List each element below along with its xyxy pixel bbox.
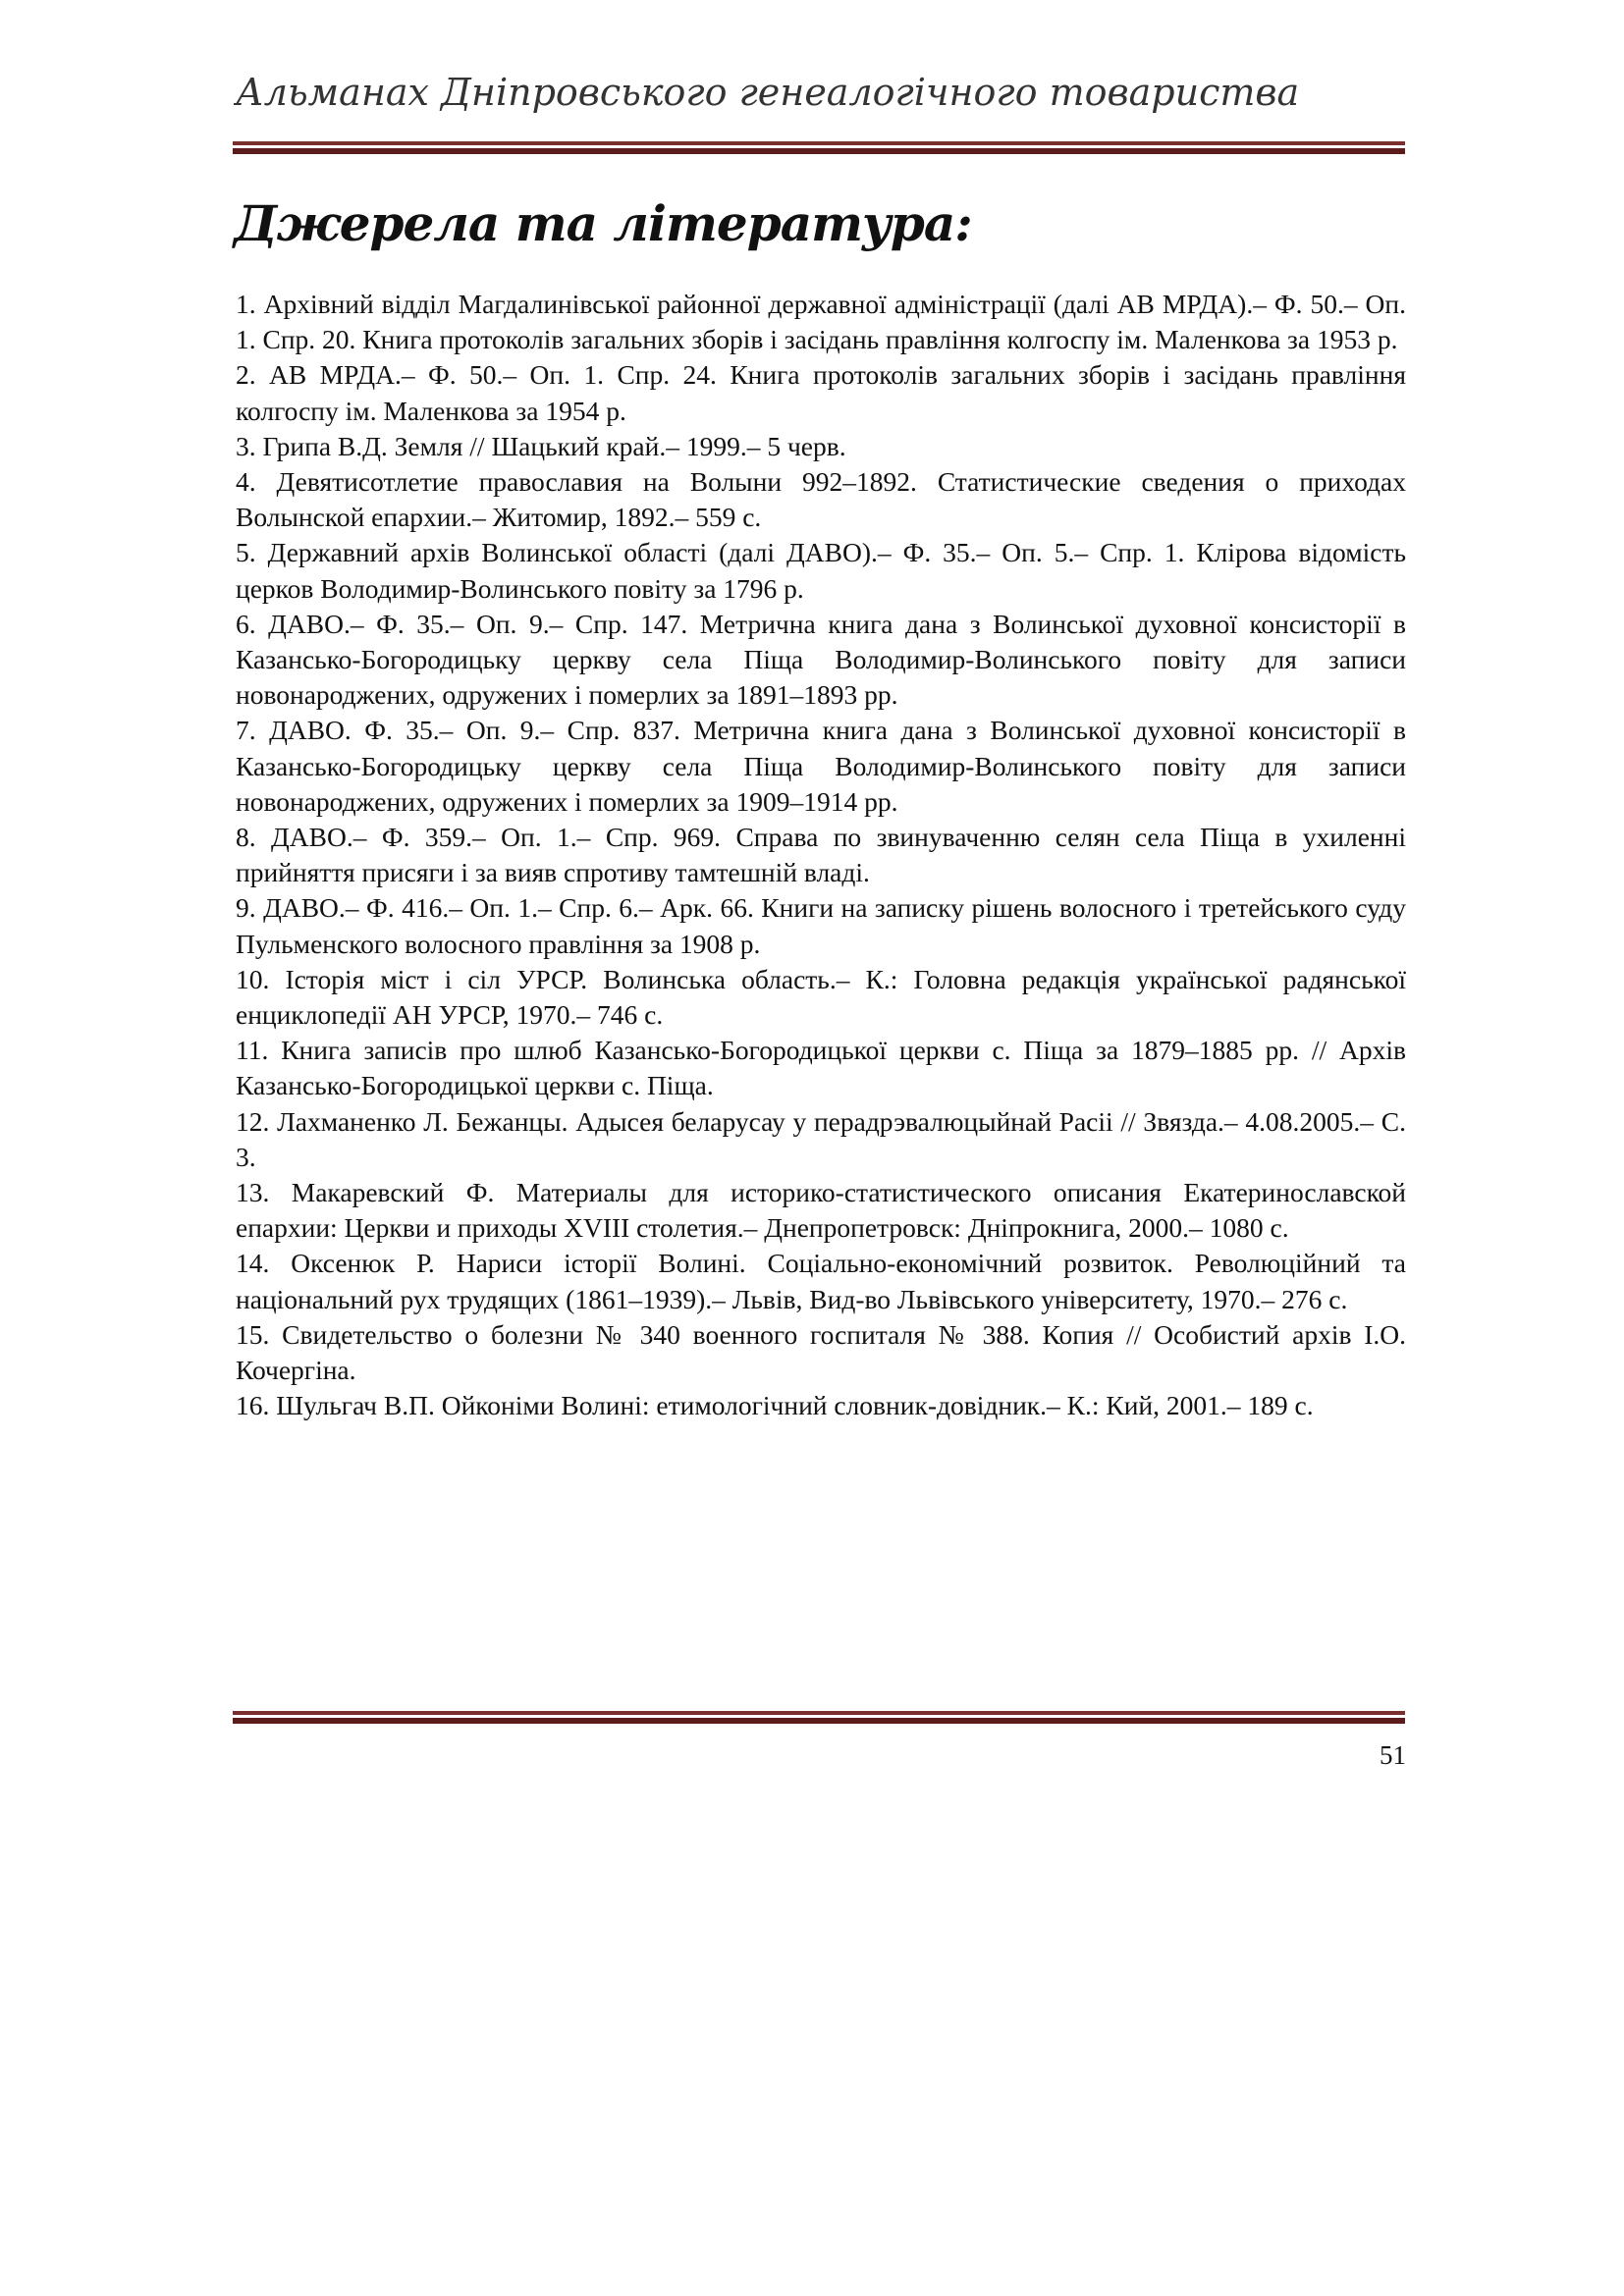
footer-divider	[233, 1711, 1405, 1724]
running-header-title: Альманах Дніпровського генеалогічного товариства	[236, 71, 1300, 114]
reference-item: 14. Оксенюк Р. Нариси історії Волині. Соціально-економічний розвиток. Революційний та національний рух трудящих (1861–1939).– Львів, Вид-во Львівського університету, 1970.– 276 с.	[236, 1248, 1406, 1314]
section-title: Джерела та література:	[234, 194, 972, 252]
reference-item: 4. Девятисотлетие православия на Волыни 992–1892. Статистические сведения о приходах Волынской епархии.– Житомир, 1892.– 559 с.	[236, 466, 1406, 533]
reference-item: 11. Книга записів про шлюб Казансько-Богородицької церкви с. Піща за 1879–1885 рр. // Архів Казансько-Богородицької церкви с. Піща.	[236, 1035, 1406, 1101]
reference-item: 13. Макаревский Ф. Материалы для историко-статистического описания Екатеринославской епархии: Церкви и приходы XVIII столетия.– Днепропетровск: Дніпрокнига, 2000.– 1080 с.	[236, 1177, 1406, 1244]
reference-item: 10. Історія міст і сіл УРСР. Волинська область.– К.: Головна редакція української радянської енциклопедії АН УРСР, 1970.– 746 с.	[236, 963, 1406, 1031]
reference-item: 8. ДАВО.– Ф. 359.– Оп. 1.– Спр. 969. Справа по звинуваченню селян села Піща в ухиленні прийняття присяги і за вияв спротиву тамтешній владі.	[236, 822, 1406, 888]
reference-item: 6. ДАВО.– Ф. 35.– Оп. 9.– Спр. 147. Метрична книга дана з Волинської духовної консисторії в Казансько-Богородицьку церкву села Піща Володимир-Волинського повіту для записи новонароджених, одружених і померлих за 1891–1893 рр.	[236, 608, 1406, 711]
page-number: 51	[1380, 1740, 1406, 1770]
reference-item: 9. ДАВО.– Ф. 416.– Оп. 1.– Спр. 6.– Арк. 66. Книги на записку рішень волосного і третейського суду Пульменского волосного правління за 1908 р.	[236, 892, 1406, 959]
reference-item: 16. Шульгач В.П. Ойконіми Волині: етимологічний словник-довідник.– К.: Кий, 2001.– 189 с.	[236, 1390, 1314, 1421]
header-divider	[233, 141, 1405, 154]
reference-list	[236, 287, 1406, 1424]
reference-item: 2. АВ МРДА.– Ф. 50.– Оп. 1. Спр. 24. Книга протоколів загальних зборів і засідань правління колгоспу ім. Маленкова за 1954 р.	[236, 359, 1406, 426]
reference-item: 15. Свидетельство о болезни № 340 военного госпиталя № 388. Копия // Особистий архів І.О. Кочергіна.	[236, 1318, 1406, 1386]
reference-item: 1. Архівний відділ Магдалинівської районної державної адміністрації (далі АВ МРДА).– Ф. 50.– Оп. 1. Спр. 20. Книга протоколів загальних зборів і засідань правління колгоспу ім. Маленкова за 1953 р.	[236, 289, 1406, 355]
reference-item: 5. Державний архів Волинської області (далі ДАВО).– Ф. 35.– Оп. 5.– Спр. 1. Клірова відомість церков Володимир-Волинського повіту за 1796 р.	[236, 537, 1406, 604]
reference-item: 7. ДАВО. Ф. 35.– Оп. 9.– Спр. 837. Метрична книга дана з Волинської духовної консисторії в Казансько-Богородицьку церкву села Піща Володимир-Волинського повіту для записи новонароджених, одружених і померлих за 1909–1914 рр.	[236, 715, 1406, 817]
reference-item: 3. Грипа В.Д. Земля // Шацький край.– 1999.– 5 черв.	[236, 430, 846, 461]
reference-item: 12. Лахманенко Л. Бежанцы. Адысея беларусау у перадрэвалюцыйнай Расіі // Звязда.– 4.08.2005.– С. 3.	[236, 1105, 1406, 1172]
